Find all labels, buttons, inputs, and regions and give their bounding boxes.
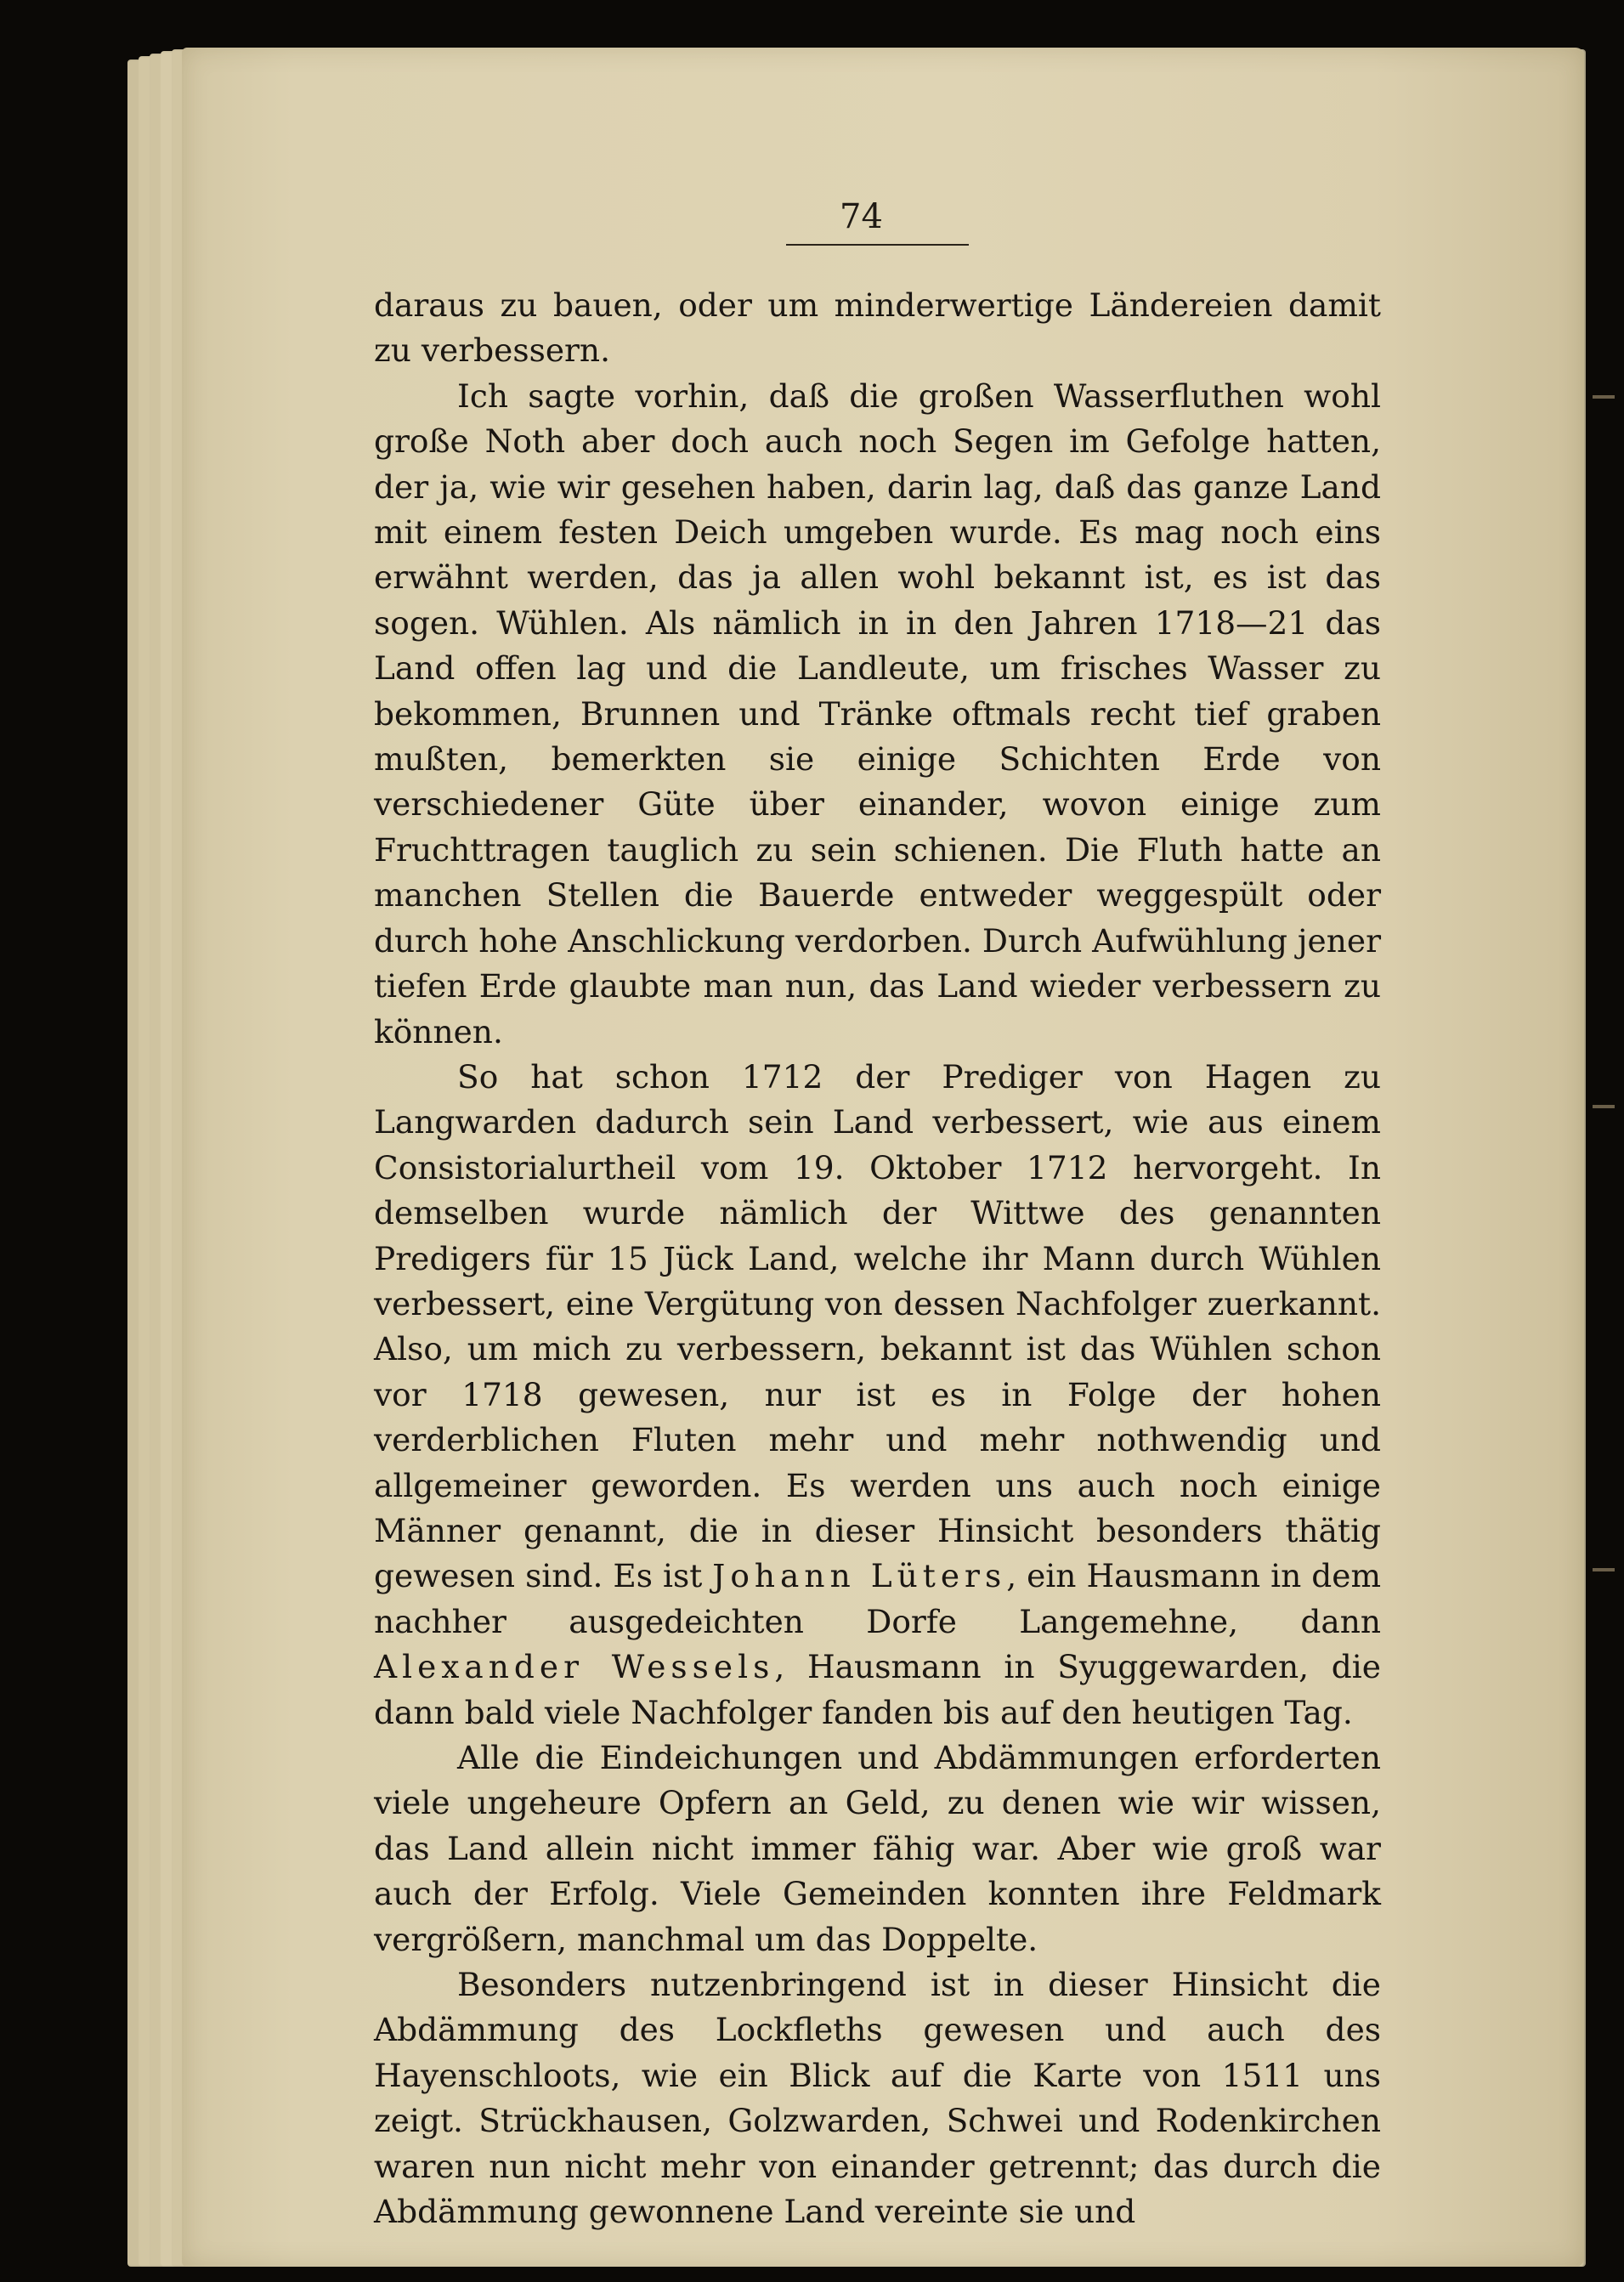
- binding-shadow: [1586, 34, 1624, 2282]
- paragraph-5: Besonders nutzenbringend ist in dieser Hinsicht die Abdämmung des Lockfleths gewesen und auch des Hayenschloots, wie ein Blick auf die Karte von 1511 uns zeigt. Strückhausen, Golzwarden, Schwei und Rodenkirchen waren nun nicht mehr von einander getrennt; das durch die Abdämmung gewonnene Land vereinte sie und: [374, 1966, 1381, 2231]
- paragraph-4: Alle die Eindeichungen und Abdämmungen erforderten viele ungeheure Opfern an Geld, zu denen wie wir wissen, das Land allein nicht immer fähig war. Aber wie groß war auch der Erfolg. Viele Gemeinden konnten ihre Feldmark vergrößern, manchmal um das Doppelte.: [374, 1739, 1381, 1958]
- binding-mark: [1593, 395, 1615, 399]
- paragraph-3: [374, 1055, 1381, 1736]
- person-name: Johann Lüters: [712, 1557, 1007, 1595]
- header-rule: [786, 244, 969, 246]
- page-number-text: 74: [840, 197, 883, 236]
- body-text: [374, 283, 1381, 2234]
- paragraph-1: daraus zu bauen, oder um minderwertige Ländereien damit zu verbessern.: [374, 286, 1381, 370]
- person-name: Alexander Wessels: [374, 1648, 775, 1686]
- paragraph-3-part: , ein Hausmann in dem nachher ausgedeichten Dorfe Langemehne, dann: [374, 1557, 1382, 1640]
- paragraph-3-part: , Hausmann in Syuggewarden, die dann bald viele Nachfolger fanden bis auf den heutigen Tag.: [374, 1648, 1381, 1731]
- binding-mark: [1593, 1105, 1615, 1108]
- paragraph-3-part: So hat schon 1712 der Prediger von Hagen zu Langwarden dadurch sein Land verbessert, wie aus einem Consistorialurtheil vom 19. Oktober 1712 hervorgeht. In demselben wurde nämlich der Wittwe des genannten Predigers für 15 Jück Land, welche ihr Mann durch Wühlen verbessert, eine Vergütung von dessen Nachfolger zuerkannt. Also, um mich zu verbessern, bekannt ist das Wühlen schon vor 1718 gewesen, nur ist es in Folge der hohen verderblichen Fluten mehr und mehr nothwendig und allgemeiner geworden. Es werden uns auch noch einige Männer genannt, die in dieser Hinsicht besonders thätig gewesen sind. Es ist: [374, 1057, 1381, 1595]
- binding-mark: [1593, 1568, 1615, 1571]
- paragraph-2: Ich sagte vorhin, daß die großen Wasserfluthen wohl große Noth aber doch auch noch Segen im Gefolge hatten, der ja, wie wir gesehen haben, darin lag, daß das ganze Land mit einem festen Deich umgeben wurde. Es mag noch eins erwähnt werden, das ja allen wohl bekannt ist, es ist das sogen. Wühlen. Als nämlich in in den Jahren 1718—21 das Land offen lag und die Landleute, um frisches Wasser zu bekommen, Brunnen und Tränke oftmals recht tief graben mußten, bemerkten sie einige Schichten Erde von verschiedener Güte über einander, wovon einige zum Fruchttragen tauglich zu sein schienen. Die Fluth hatte an manchen Stellen die Bauerde entweder weggespült oder durch hohe Anschlickung verdorben. Durch Aufwühlung jener tiefen Erde glaubte man nun, das Land wieder verbessern zu können.: [374, 377, 1381, 1050]
- page-number: [0, 197, 1624, 236]
